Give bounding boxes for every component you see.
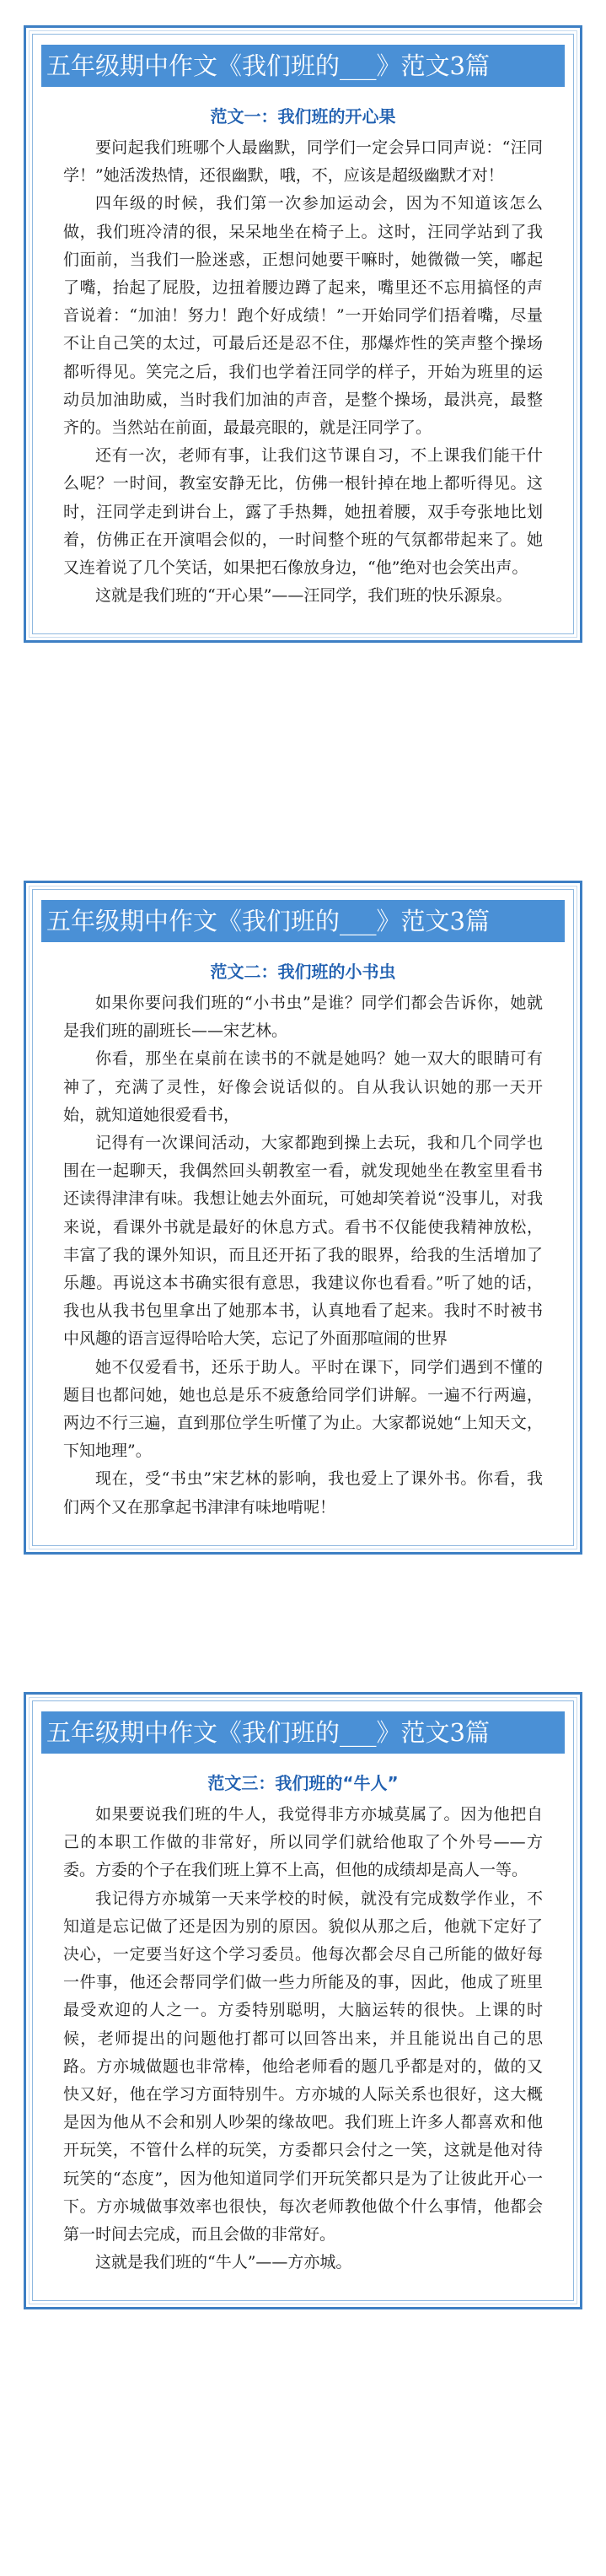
article-subtitle: 范文一：我们班的开心果 (210, 106, 396, 127)
article-card-1 (24, 25, 582, 643)
article-card-3 (24, 1692, 582, 2309)
article-paragraph: 我记得方亦城第一天来学校的时候，就没有完成数学作业，不知道是忘记做了还是因为别的原因。貌似从那之后，他就下定好了决心，一定要当好这个学习委员。他每次都会尽自己所能的做好每一件事，他还会帮同学们做一些力所能及的事，因此，他成了班里最受欢迎的人之一。方委特别聪明，大脑运转的很快。上课的时候，老师提出的问题他打都可以回答出来，并且能说出自己的思路。方亦城做题也非常棒，他给老师看的题几乎都是对的，做的又快又好，他在学习方面特别牛。方亦城的人际关系也很好，这大概是因为他从不会和别人吵架的缘故吧。我们班上许多人都喜欢和他开玩笑，不管什么样的玩笑，方委都只会付之一笑，这就是他对待玩笑的“态度”，因为他知道同学们开玩笑都只是为了让彼此开心一下。方亦城做事效率也很快，每次老师教他做个什么事情，他都会第一时间去完成，而且会做的非常好。 (63, 1889, 543, 2245)
article-subtitle: 范文三：我们班的“牛人” (207, 1773, 399, 1793)
article-paragraph: 这就是我们班的“牛人”——方亦城。 (95, 2253, 352, 2272)
article-paragraph: 现在，受“书虫”宋艺林的影响，我也爱上了课外书。你看，我们两个又在那拿起书津津有味地啃呢！ (63, 1469, 543, 1517)
article-paragraph: 四年级的时候，我们第一次参加运动会，因为不知道该怎么做，我们班冷清的很，呆呆地坐在椅子上。这时，汪同学站到了我们面前，当我们一脸迷惑，正想问她要干嘛时，她微微一笑，嘟起了嘴，抬起了屁股，边扭着腰边蹲了起来，嘴里还不忘用搞怪的声音说着：“加油！努力！跑个好成绩！”一开始同学们捂着嘴，尽量不让自己笑的太过，可最后还是忍不住，那爆炸性的笑声整个操场都听得见。笑完之后，我们也学着汪同学的样子，开始为班里的运动员加油助威，当时我们加油的声音，是整个操场，最洪亮，最整齐的。当然站在前面，最最亮眼的，就是汪同学了。 (63, 194, 543, 438)
article-paragraph: 你看，那坐在桌前在读书的不就是她吗？她一双大的眼睛可有神了，充满了灵性，好像会说话似的。自从我认识她的那一天开始，就知道她很爱看书， (63, 1049, 543, 1124)
article-banner: 五年级期中作文《我们班的___》范文3篇 (41, 45, 565, 87)
article-paragraph: 记得有一次课间活动，大家都跑到操上去玩，我和几个同学也围在一起聊天，我偶然回头朝教室一看，就发现她坐在教室里看书还读得津津有味。我想让她去外面玩，可她却笑着说“没事儿，对我来说，看课外书就是最好的休息方式。看书不仅能使我精神放松，丰富了我的课外知识，而且还开拓了我的眼界，给我的生活增加了乐趣。再说这本书确实很有意思，我建议你也看看。”听了她的话，我也从我书包里拿出了她那本书，认真地看了起来。我时不时被书中风趣的语言逗得哈哈大笑，忘记了外面那喧闹的世界 (63, 1134, 543, 1349)
article-paragraph: 如果要说我们班的牛人，我觉得非方亦城莫属了。因为他把自己的本职工作做的非常好，所以同学们就给他取了个外号——方委。方委的个子在我们班上算不上高，但他的成绩却是高人一等。 (63, 1805, 543, 1880)
article-banner: 五年级期中作文《我们班的___》范文3篇 (41, 900, 565, 942)
article-paragraph: 要问起我们班哪个人最幽默，同学们一定会异口同声说：“汪同学！”她活泼热情，还很幽默，哦，不，应该是超级幽默才对！ (63, 138, 543, 186)
article-banner: 五年级期中作文《我们班的___》范文3篇 (41, 1711, 565, 1754)
article-paragraph: 如果你要问我们班的“小书虫”是谁？同学们都会告诉你，她就是我们班的副班长——宋艺林。 (63, 994, 543, 1041)
article-paragraph: 还有一次，老师有事，让我们这节课自习，不上课我们能干什么呢？一时间，教室安静无比，仿佛一根针掉在地上都听得见。这时，汪同学走到讲台上，露了手热舞，她扭着腰，双手夸张地比划着，仿佛正在开演唱会似的，一时间整个班的气氛都带起来了。她又连着说了几个笑话，如果把石像放身边，“他”绝对也会笑出声。 (63, 446, 543, 578)
article-card-2 (24, 881, 582, 1555)
article-paragraph: 这就是我们班的“开心果”——汪同学，我们班的快乐源泉。 (95, 586, 512, 606)
article-subtitle: 范文二：我们班的小书虫 (210, 962, 396, 982)
article-paragraph: 她不仅爱看书，还乐于助人。平时在课下，同学们遇到不懂的题目也都问她，她也总是乐不疲惫给同学们讲解。一遍不行两遍，两边不行三遍，直到那位学生听懂了为止。大家都说她“上知天文，下知地理”。 (63, 1357, 543, 1461)
